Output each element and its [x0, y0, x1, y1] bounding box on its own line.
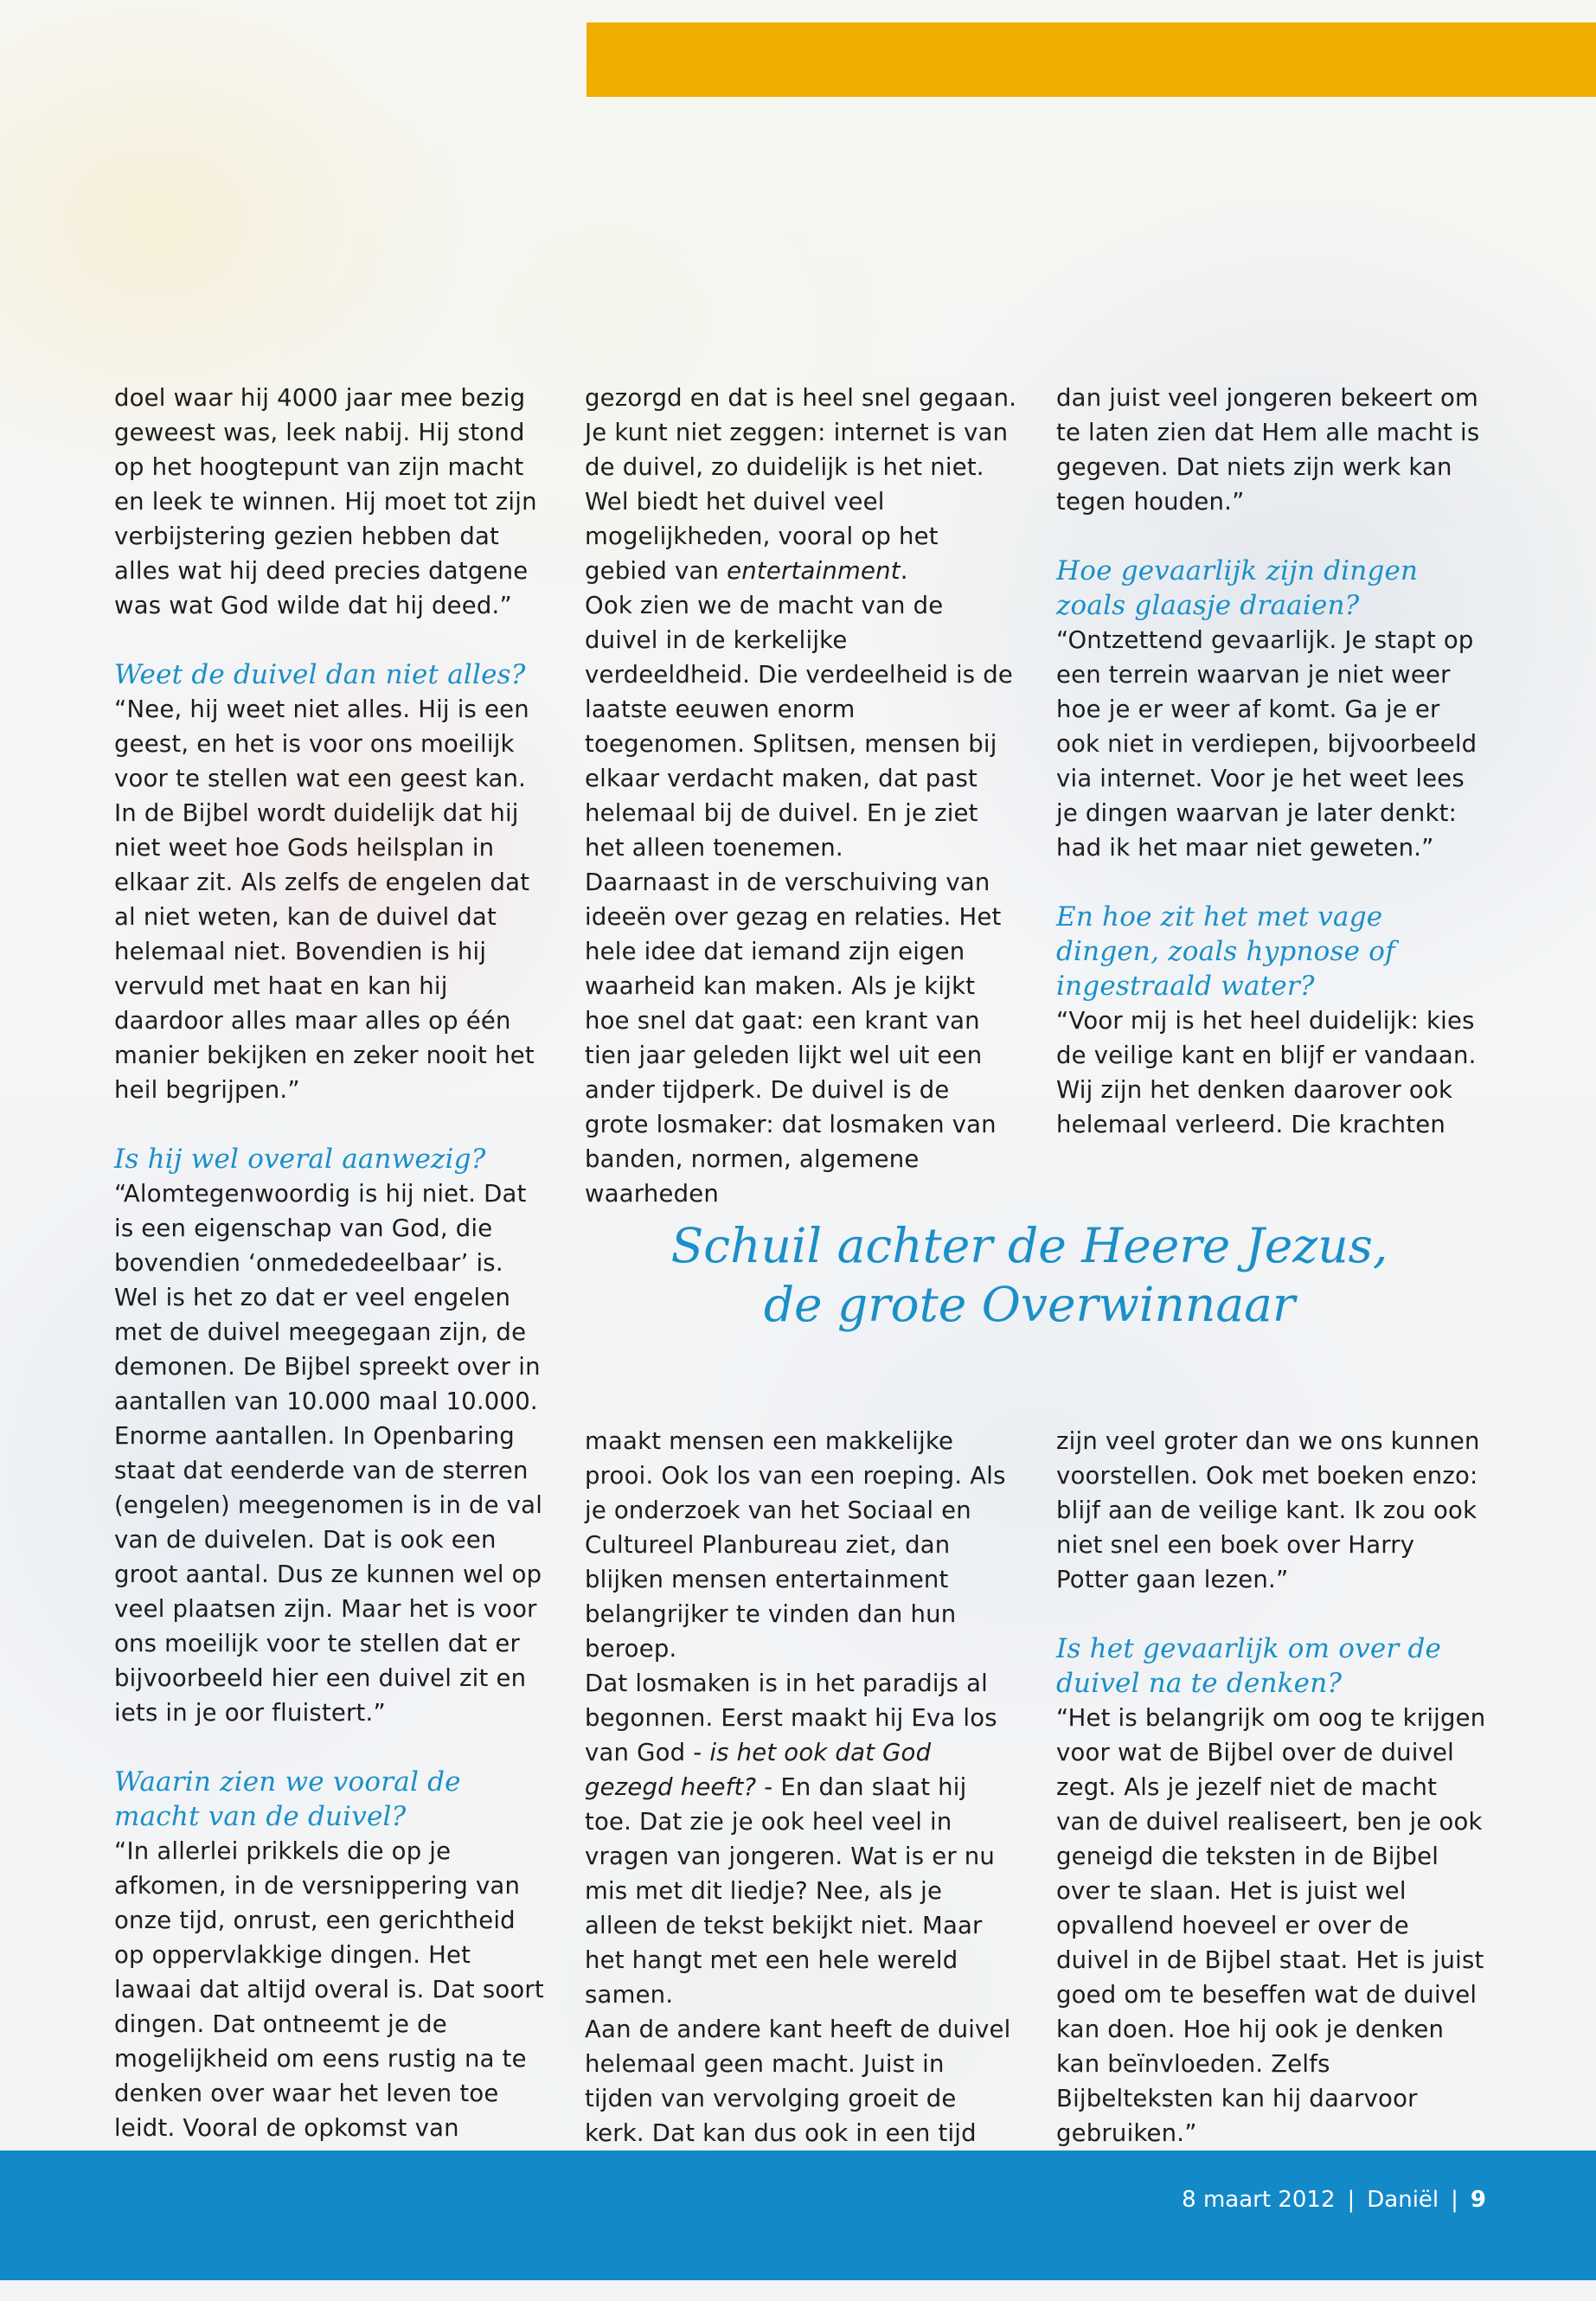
paragraph: “Het is belangrijk om oog te krijgen voor wat de Bijbel over de duivel zegt. Als je jezelf niet de macht van de duivel realiseert, ben je ook geneigd die teksten in de Bijbel over te slaan. Het is juist wel opvallend hoeveel er over de duivel in de Bijbel staat. Het is juist goed om te beseffen wat de duivel kan doen. Hoe hij ook je denken kan beïnvloeden. Zelfs Bijbelteksten kan hij daarvoor gebruiken.”	[1056, 1704, 1486, 2147]
question-heading: En hoe zit het met vage dingen, zoals hypnose of ingestraald water?	[1056, 901, 1395, 1002]
orange-header-bar	[586, 22, 1596, 97]
paragraph: zijn veel groter dan we ons kunnen voorstellen. Ook met boeken enzo: blijf aan de veilige kant. Ik zou ook niet snel een boek over Harry Potter gaan lezen.”	[1056, 1427, 1480, 1593]
question-heading: Waarin zien we vooral de macht van de duivel?	[114, 1766, 461, 1832]
footer-separator: |	[1347, 2187, 1356, 2213]
paragraph: maakt mensen een makkelijke prooi. Ook los van een roeping. Als je onderzoek van het Sociaal en Cultureel Planbureau ziet, dan blijken mensen entertainment belangrijker te vinden dan hun beroep.	[585, 1427, 1006, 1663]
text-span: gezorgd en dat is heel snel gegaan. Je kunt niet zeggen: internet is van de duivel, zo duidelijk is het niet. Wel biedt het duivel veel mogelijkheden, vooral op het gebied van	[585, 384, 1017, 585]
pull-quote-line-1: Schuil achter de Heere Jezus,	[670, 1218, 1388, 1273]
paragraph: doel waar hij 4000 jaar mee bezig geweest was, leek nabij. Hij stond op het hoogtepunt van zijn macht en leek te winnen. Hij moet tot zijn verbijstering gezien hebben dat alles wat hij deed precies datgene was wat God wilde dat hij deed.”	[114, 384, 537, 619]
paragraph: Ook zien we de macht van de duivel in de kerkelijke verdeeldheid. Die verdeelheid is de laatste eeuwen enorm toegenomen. Splitsen, mensen bij elkaar verdacht maken, dat past helemaal bij de duivel. En je ziet het alleen toenemen.	[585, 592, 1014, 862]
paragraph: “Ontzettend gevaarlijk. Je stapt op een terrein waarvan je niet weer hoe je er weer af komt. Ga je er ook niet in verdiepen, bijvoorbeeld via internet. Voor je het weet lees je dingen waarvan je later denkt: had ik het maar niet geweten.”	[1056, 626, 1477, 862]
column-3-bottom	[1056, 1424, 1489, 2150]
footer-bar	[0, 2150, 1596, 2280]
paragraph: Daarnaast in de verschuiving van ideeën over gezag en relaties. Het hele idee dat iemand zijn eigen waarheid kan maken. Als je kijkt hoe snel dat gaat: een krant van tien jaar geleden lijkt wel uit een ander tijdperk. De duivel is de grote losmaker: dat losmaken van banden, normen, algemene waarheden	[585, 868, 1002, 1208]
column-1	[114, 381, 551, 2180]
paragraph: “Alomtegenwoordig is hij niet. Dat is een eigenschap van God, die bovendien ‘onmededeelbaar’ is. Wel is het zo dat er veel engelen met de duivel meegegaan zijn, de demonen. De Bijbel spreekt over in aantallen van 10.000 maal 10.000. Enorme aantallen. In Openbaring staat dat eenderde van de sterren (engelen) meegenomen is in de val van de duivelen. Dat is ook een groot aantal. Dus ze kunnen wel op veel plaatsen zijn. Maar het is voor ons moeilijk voor te stellen dat er bijvoorbeeld hier een duivel zit en iets in je oor fluistert.”	[114, 1180, 543, 1727]
paragraph: “Nee, hij weet niet alles. Hij is een geest, en het is voor ons moeilijk voor te stellen wat een geest kan. In de Bijbel wordt duidelijk dat hij niet weet hoe Gods heilsplan in elkaar zit. Als zelfs de engelen dat al niet weten, kan de duivel dat helemaal niet. Bovendien is hij vervuld met haat en kan hij daardoor alles maar alles op één manier bekijken en zeker nooit het heil begrijpen.”	[114, 695, 535, 1104]
paragraph: “Voor mij is het heel duidelijk: kies de veilige kant en blijf er vandaan. Wij zijn het denken daarover ook helemaal verleerd. Die krachten	[1056, 1007, 1477, 1138]
question-heading: Is het gevaarlijk om over de duivel na te denken?	[1056, 1633, 1442, 1699]
pull-quote-line-2: de grote Overwinnaar	[763, 1277, 1296, 1332]
emphasis-text: is het ook dat God gezegd heeft?	[585, 1739, 932, 1801]
paragraph	[585, 381, 1017, 588]
column-2-bottom	[585, 1424, 1017, 2220]
pull-quote	[657, 1216, 1401, 1334]
text-span: - En dan slaat hij toe. Dat zie je ook heel veel in vragen van jongeren. Wat is er nu mis met dit liedje? Nee, als je alleen de tekst bekijkt niet. Maar het hangt met een hele wereld samen.	[585, 1773, 996, 2009]
column-2-top	[585, 381, 1017, 1211]
paragraph: dan juist veel jongeren bekeert om te laten zien dat Hem alle macht is gegeven. Dat niets zijn werk kan tegen houden.”	[1056, 384, 1480, 516]
footer-magazine: Daniël	[1367, 2187, 1439, 2213]
footer-separator: |	[1451, 2187, 1458, 2213]
paragraph: Aan de andere kant heeft de duivel helemaal geen macht. Juist in tijden van vervolging groeit de kerk. Dat kan dus ook in een tijd	[585, 2016, 1011, 2147]
paragraph	[585, 1666, 1017, 2012]
emphasis-text: entertainment	[727, 557, 901, 585]
footer-date: 8 maart 2012	[1182, 2187, 1336, 2213]
page-number: 9	[1470, 2187, 1486, 2213]
text-span: .	[900, 557, 908, 585]
text-span: Dat losmaken is in het paradijs al begonnen. Eerst maakt hij Eva los van God -	[585, 1670, 997, 1766]
question-heading: Is hij wel overal aanwezig?	[114, 1144, 486, 1175]
question-heading: Hoe gevaarlijk zijn dingen zoals glaasje draaien?	[1056, 555, 1419, 621]
question-heading: Weet de duivel dan niet alles?	[114, 659, 526, 690]
footer-info	[1182, 2187, 1486, 2213]
paragraph: “In allerlei prikkels die op je afkomen, in de versnippering van onze tijd, onrust, een gerichtheid op oppervlakkige dingen. Het lawaai dat altijd overal is. Dat soort dingen. Dat ontneemt je de mogelijkheid om eens rustig na te denken over waar het leven toe leidt. Vooral de opkomst van	[114, 1837, 544, 2142]
column-3-top	[1056, 381, 1489, 1142]
